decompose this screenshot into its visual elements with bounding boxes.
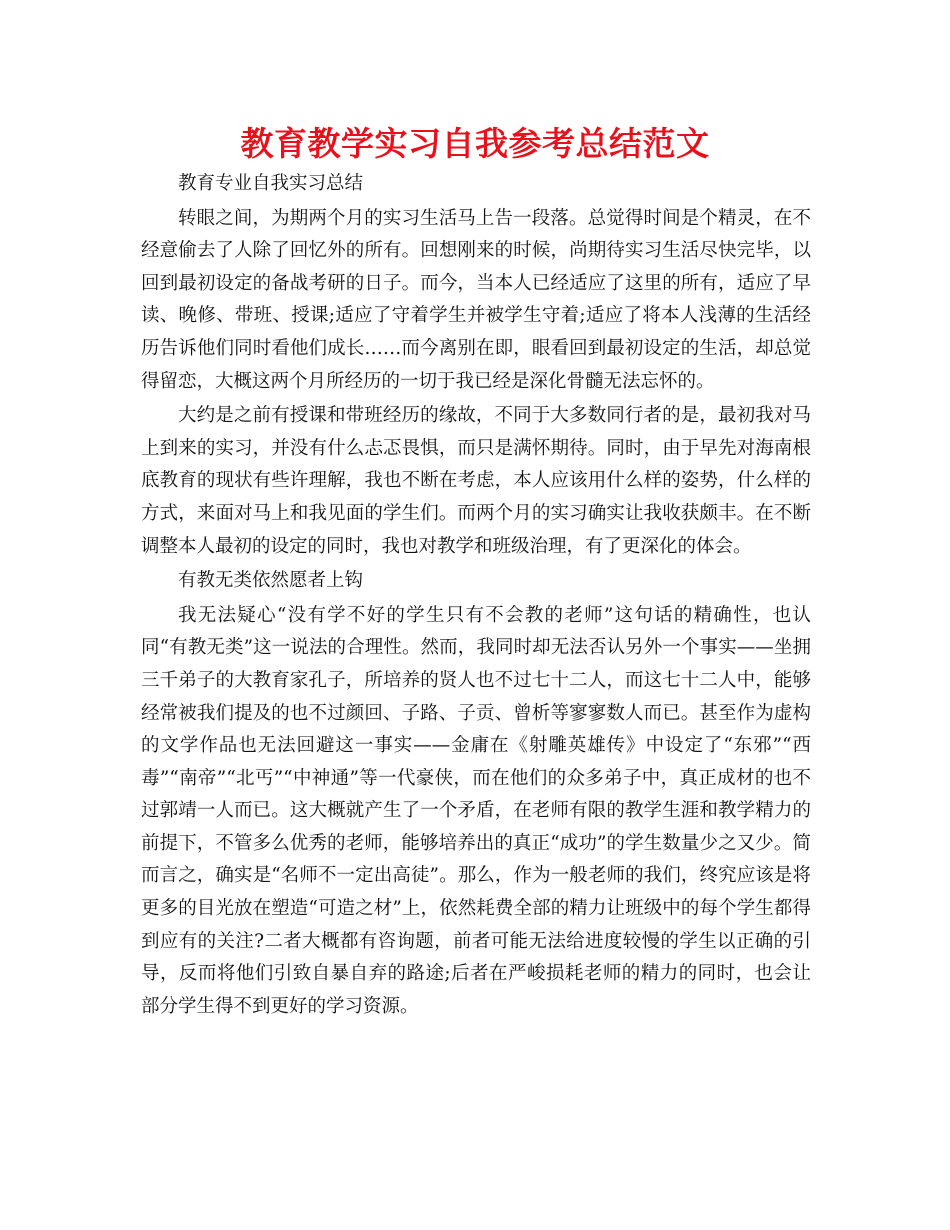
paragraph-intro: 转眼之间，为期两个月的实习生活马上告一段落。总觉得时间是个精灵，在不经意偷去了人除了回忆外的所有。回想刚来的时候，尚期待实习生活尽快完毕，以回到最初设定的备战考研的日子。而今，当本人已经适应了这里的所有，适应了早读、晚修、带班、授课;适应了守着学生并被学生守着;适应了将本人浅薄的生活经历告诉他们同时看他们成长……而今离别在即，眼看回到最初设定的生活，却总觉得留恋，大概这两个月所经历的一切于我已经是深化骨髓无法忘怀的。: [141, 207, 811, 392]
paragraph-teaching-dilemma: 我无法疑心“没有学不好的学生只有不会教的老师”这句话的精确性，也认同“有教无类”这一说法的合理性。然而，我同时却无法否认另外一个事实——坐拥三千弟子的大教育家孔子，所培养的贤人也不过七十二人，而这七十二人中，能够经常被我们提及的也不过颜回、子路、子贡、曾析等寥寥数人而已。甚至作为虚构的文学作品也无法回避这一事实——金庸在《射雕英雄传》中设定了“东邪”“西毒”“南帝”“北丐”“中神通”等一代豪侠，而在他们的众多弟子中，真正成材的也不过郭靖一人而已。这大概就产生了一个矛盾，在老师有限的教学生涯和教学精力的前提下，不管多么优秀的老师，能够培养出的真正“成功”的学生数量少之又少。简而言之，确实是“名师不一定出高徒”。那么，作为一般老师的我们，终究应该是将更多的目光放在塑造“可造之材”上，依然耗费全部的精力让班级中的每个学生都得到应有的关注?二者大概都有咨询题，前者可能无法给进度较慢的学生以正确的引导，反而将他们引致自暴自弃的路途;后者在严峻损耗老师的精力的同时，也会让部分学生得不到更好的学习资源。: [141, 604, 811, 1017]
document-title: 教育教学实习自我参考总结范文: [240, 124, 710, 163]
subheading-teaching-principle: 有教无类依然愿者上钩: [178, 570, 364, 592]
document-body: [141, 167, 811, 1023]
paragraph-expectations: 大约是之前有授课和带班经历的缘故，不同于大多数同行者的是，最初我对马上到来的实习，并没有什么忐忑畏惧，而只是满怀期待。同时，由于早先对海南根底教育的现状有些许理解，我也不断在考虑，本人应该用什么样的姿势，什么样的方式，来面对马上和我见面的学生们。而两个月的实习确实让我收获颇丰。在不断调整本人最初的设定的同时，我也对教学和班级治理，有了更深化的体会。: [141, 405, 811, 557]
subheading-internship-summary: 教育专业自我实习总结: [178, 173, 364, 194]
